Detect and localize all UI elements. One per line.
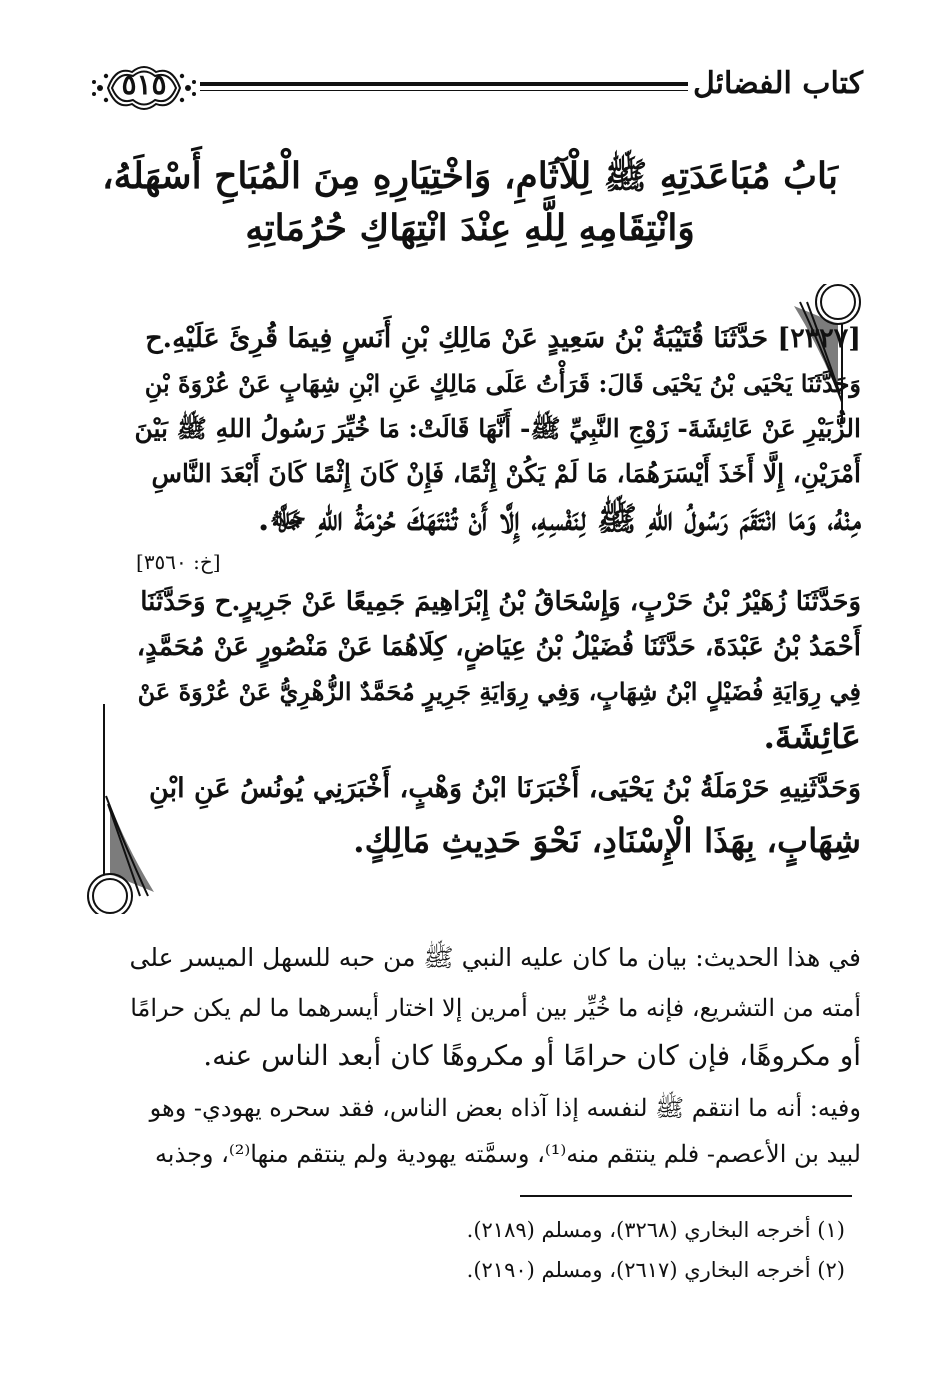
hadith-line: وَحَدَّثَنَا يَحْيَى بْنُ يَحْيَى قَالَ: قَرَأْتُ عَلَى مَالِكٍ عَنِ ابْنِ شِهَابٍ عَنْ عُرْوَةَ بْنِ bbox=[144, 369, 861, 398]
hadith-line: [٢٣٢٧] حَدَّثَنَا قُتَيْبَةُ بْنُ سَعِيدٍ عَنْ مَالِكِ بْنِ أَنَسٍ فِيمَا قُرِئَ عَلَيْهِ.ح bbox=[145, 323, 861, 354]
commentary-line: أمته من التشريع، فإنه ما خُيِّر بين أمرين إلا اختار أيسرهما ما لم يكن حرامًا bbox=[130, 994, 861, 1022]
commentary-line: لبيد بن الأعصم- فلم ينتقم منه⁽¹⁾، وسمَّته يهودية ولم ينتقم منها⁽²⁾، وجذبه bbox=[154, 1140, 861, 1168]
hadith-line: شِهَابٍ، بِهَذَا الْإِسْنَادِ، نَحْوَ حَدِيثِ مَالِكٍ. bbox=[353, 821, 861, 860]
book-title: كتاب الفضائل bbox=[692, 66, 863, 101]
hadith-line: أَحْمَدُ بْنُ عَبْدَةَ، حَدَّثَنَا فُضَيْلُ بْنُ عِيَاضٍ، كِلَاهُمَا عَنْ مَنْصُورٍ عَنْ مُحَمَّدٍ، bbox=[136, 632, 861, 662]
footnote-rule bbox=[520, 1195, 852, 1197]
hadith-line: وَحَدَّثَنَا زُهَيْرُ بْنُ حَرْبٍ، وَإِسْحَاقُ بْنُ إِبْرَاهِيمَ جَمِيعًا عَنْ جَرِيرٍ.ح وَحَدَّثَنَا bbox=[140, 587, 861, 617]
commentary-line: أو مكروهًا، فإن كان حرامًا أو مكروهًا كان أبعد الناس عنه. bbox=[203, 1039, 861, 1072]
footnote: (٢) أخرجه البخاري (٢٦١٧)، ومسلم (٢١٩٠). bbox=[466, 1258, 845, 1282]
commentary-line: في هذا الحديث: بيان ما كان عليه النبي ﷺ من حبه للسهل الميسر على bbox=[129, 943, 861, 972]
hadith-line: أَمْرَيْنِ، إِلَّا أَخَذَ أَيْسَرَهُمَا، مَا لَمْ يَكُنْ إِثْمًا، فَإِنْ كَانَ إِثْمًا كَانَ أَبْعَدَ النَّاسِ bbox=[151, 459, 861, 488]
header-rule bbox=[200, 82, 688, 96]
hadith-line: الزُّبَيْرِ عَنْ عَائِشَةَ- زَوْجِ النَّبِيِّ ﷺ- أَنَّهَا قَالَتْ: مَا خُيِّرَ رَسُولُ اللهِ ﷺ بَيْنَ bbox=[134, 414, 861, 443]
hadith-line: عَائِشَةَ. bbox=[763, 717, 861, 756]
hadith-reference: [خ: ٣٥٦٠] bbox=[136, 550, 221, 574]
hadith-line: وَحَدَّثَنِيهِ حَرْمَلَةُ بْنُ يَحْيَى، أَخْبَرَنَا ابْنُ وَهْبٍ، أَخْبَرَنِي يُونُسُ عَنِ ابْنِ bbox=[149, 773, 861, 804]
chapter-title-line: بَابُ مُبَاعَدَتِهِ ﷺ لِلْآثَامِ، وَاخْتِيَارِهِ مِنَ الْمُبَاحِ أَسْهَلَهُ، bbox=[102, 155, 838, 197]
page-number-ornament bbox=[88, 58, 200, 118]
commentary-line: وفيه: أنه ما انتقم ﷺ لنفسه إذا آذاه بعض الناس، فقد سحره يهودي- وهو bbox=[149, 1094, 861, 1122]
running-header bbox=[88, 58, 863, 118]
hadith-line: فِي رِوَايَةِ فُضَيْلٍ ابْنُ شِهَابٍ، وَفِي رِوَايَةِ جَرِيرٍ مُحَمَّدٌ الزُّهْرِيُّ عَنْ عُرْوَةَ عَنْ bbox=[137, 677, 861, 706]
hadith-line: مِنْهُ، وَمَا انْتَقَمَ رَسُولُ اللهِ ﷺ لِنَفْسِهِ، إِلَّا أَنْ تُنْتَهَكَ حُرْمَةُ اللهِ ﷻ. bbox=[257, 499, 861, 538]
chapter-title-line: وَانْتِقَامِهِ لِلَّهِ عِنْدَ انْتِهَاكِ حُرُمَاتِهِ bbox=[245, 207, 695, 249]
page-number: ٥١٥ bbox=[121, 68, 167, 101]
footnote: (١) أخرجه البخاري (٣٢٦٨)، ومسلم (٢١٨٩). bbox=[466, 1218, 845, 1242]
chapter-title bbox=[90, 150, 850, 254]
